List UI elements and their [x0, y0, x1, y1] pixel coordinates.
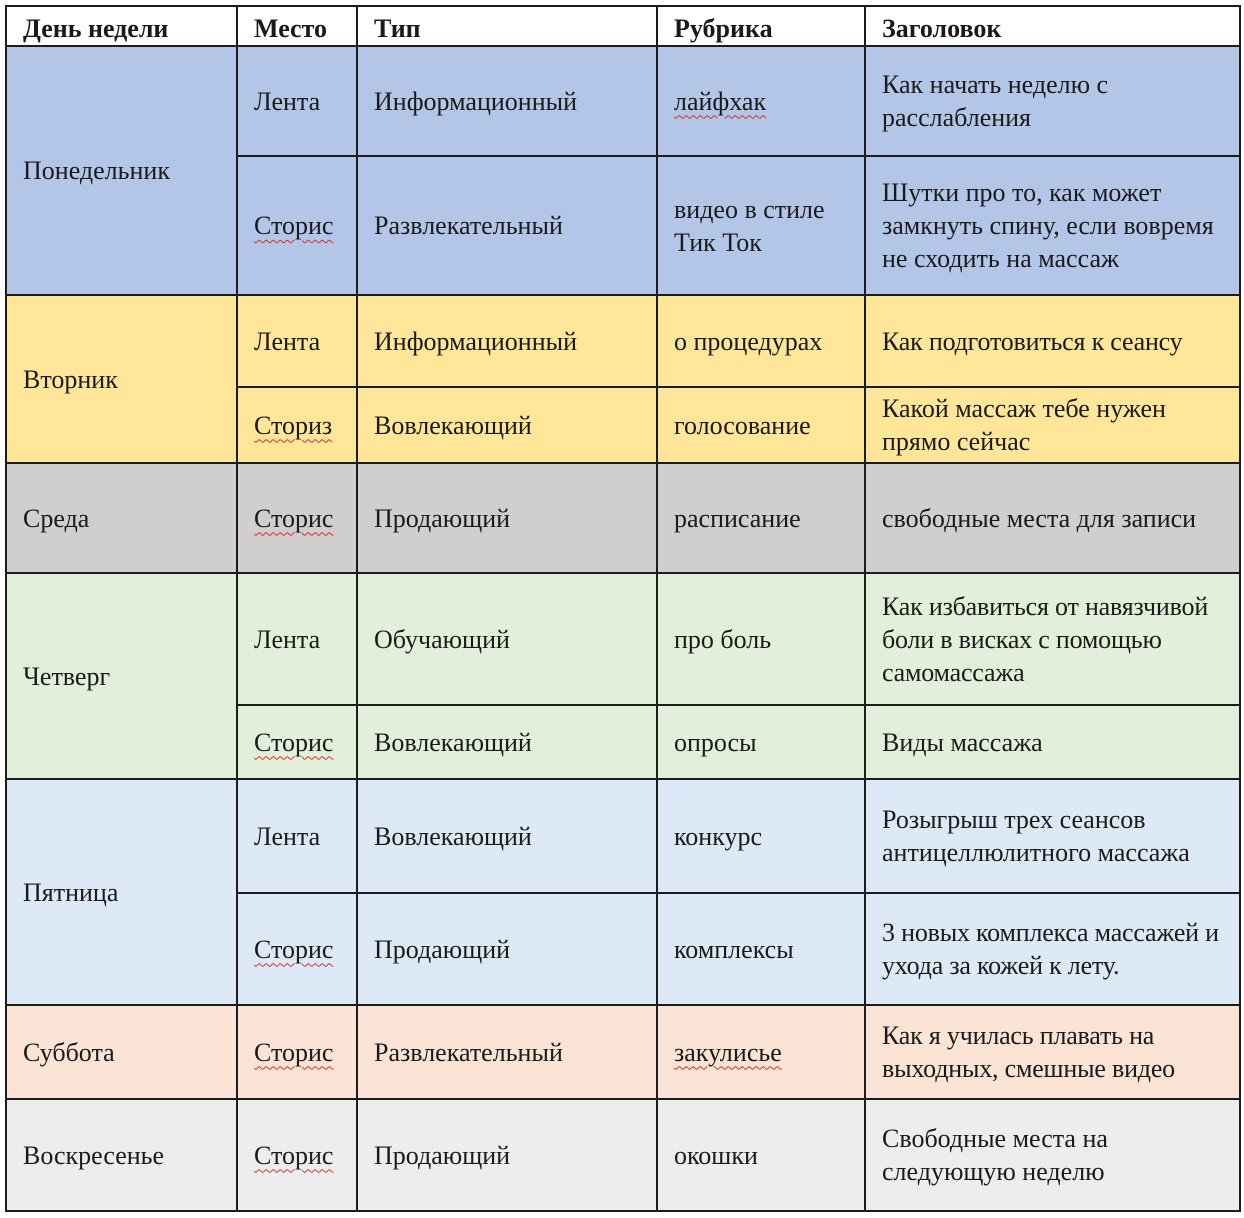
rubric-cell: о процедурах — [657, 295, 865, 387]
rubric-text: закулисье — [674, 1037, 782, 1067]
place-cell — [237, 463, 357, 573]
rubric-cell: про боль — [657, 573, 865, 705]
place-text: Сторис — [254, 1140, 334, 1170]
type-cell: Вовлекающий — [357, 387, 657, 463]
type-cell: Информационный — [357, 295, 657, 387]
type-cell: Обучающий — [357, 573, 657, 705]
type-cell: Вовлекающий — [357, 705, 657, 779]
place-cell — [237, 1099, 357, 1211]
title-cell: Свободные места на следующую неделю — [865, 1099, 1240, 1211]
place-cell: Лента — [237, 295, 357, 387]
place-cell — [237, 387, 357, 463]
header-rubric: Рубрика — [657, 6, 865, 46]
place-cell — [237, 705, 357, 779]
place-text: Сториз — [254, 410, 333, 440]
place-text: Сторис — [254, 727, 334, 757]
place-cell: Лента — [237, 573, 357, 705]
title-cell: 3 новых комплекса массажей и ухода за кожей к лету. — [865, 893, 1240, 1005]
header-day: День недели — [6, 6, 237, 46]
day-cell: Воскресенье — [6, 1099, 237, 1211]
day-cell: Суббота — [6, 1005, 237, 1099]
table-row — [6, 463, 1240, 573]
header-type: Тип — [357, 6, 657, 46]
type-cell: Развлекательный — [357, 1005, 657, 1099]
place-cell — [237, 1005, 357, 1099]
type-cell: Развлекательный — [357, 156, 657, 295]
title-cell: Шутки про то, как может замкнуть спину, если вовремя не сходить на массаж — [865, 156, 1240, 295]
header-place: Место — [237, 6, 357, 46]
table-row — [6, 573, 1240, 705]
type-cell: Продающий — [357, 1099, 657, 1211]
table-row — [6, 1005, 1240, 1099]
type-cell: Продающий — [357, 463, 657, 573]
day-cell: Четверг — [6, 573, 237, 779]
type-cell: Вовлекающий — [357, 779, 657, 893]
title-cell: Как избавиться от навязчивой боли в висках с помощью самомассажа — [865, 573, 1240, 705]
table-row — [6, 295, 1240, 387]
day-cell: Среда — [6, 463, 237, 573]
rubric-cell — [657, 46, 865, 156]
table-row — [6, 1099, 1240, 1211]
header-row — [6, 6, 1240, 46]
place-cell — [237, 156, 357, 295]
rubric-cell: расписание — [657, 463, 865, 573]
rubric-text: лайфхак — [674, 86, 767, 116]
day-cell: Вторник — [6, 295, 237, 463]
title-cell: Розыгрыш трех сеансов антицеллюлитного массажа — [865, 779, 1240, 893]
title-cell: Как подготовиться к сеансу — [865, 295, 1240, 387]
place-cell: Лента — [237, 46, 357, 156]
place-text: Сторис — [254, 1037, 334, 1067]
type-cell: Продающий — [357, 893, 657, 1005]
rubric-cell — [657, 1005, 865, 1099]
type-cell: Информационный — [357, 46, 657, 156]
title-cell: Как я училась плавать на выходных, смешные видео — [865, 1005, 1240, 1099]
day-cell: Понедельник — [6, 46, 237, 295]
header-title: Заголовок — [865, 6, 1240, 46]
rubric-cell: голосование — [657, 387, 865, 463]
rubric-cell: окошки — [657, 1099, 865, 1211]
rubric-cell: видео в стиле Тик Ток — [657, 156, 865, 295]
title-cell: Какой массаж тебе нужен прямо сейчас — [865, 387, 1240, 463]
title-cell: свободные места для записи — [865, 463, 1240, 573]
title-cell: Как начать неделю с расслабления — [865, 46, 1240, 156]
content-plan-table — [5, 5, 1241, 1212]
place-text: Сторис — [254, 503, 334, 533]
place-text: Сторис — [254, 211, 334, 240]
rubric-cell: опросы — [657, 705, 865, 779]
rubric-cell: конкурс — [657, 779, 865, 893]
day-cell: Пятница — [6, 779, 237, 1005]
place-cell — [237, 893, 357, 1005]
place-text: Сторис — [254, 934, 334, 964]
table-row — [6, 779, 1240, 893]
place-cell: Лента — [237, 779, 357, 893]
table-row — [6, 46, 1240, 156]
rubric-cell: комплексы — [657, 893, 865, 1005]
title-cell: Виды массажа — [865, 705, 1240, 779]
